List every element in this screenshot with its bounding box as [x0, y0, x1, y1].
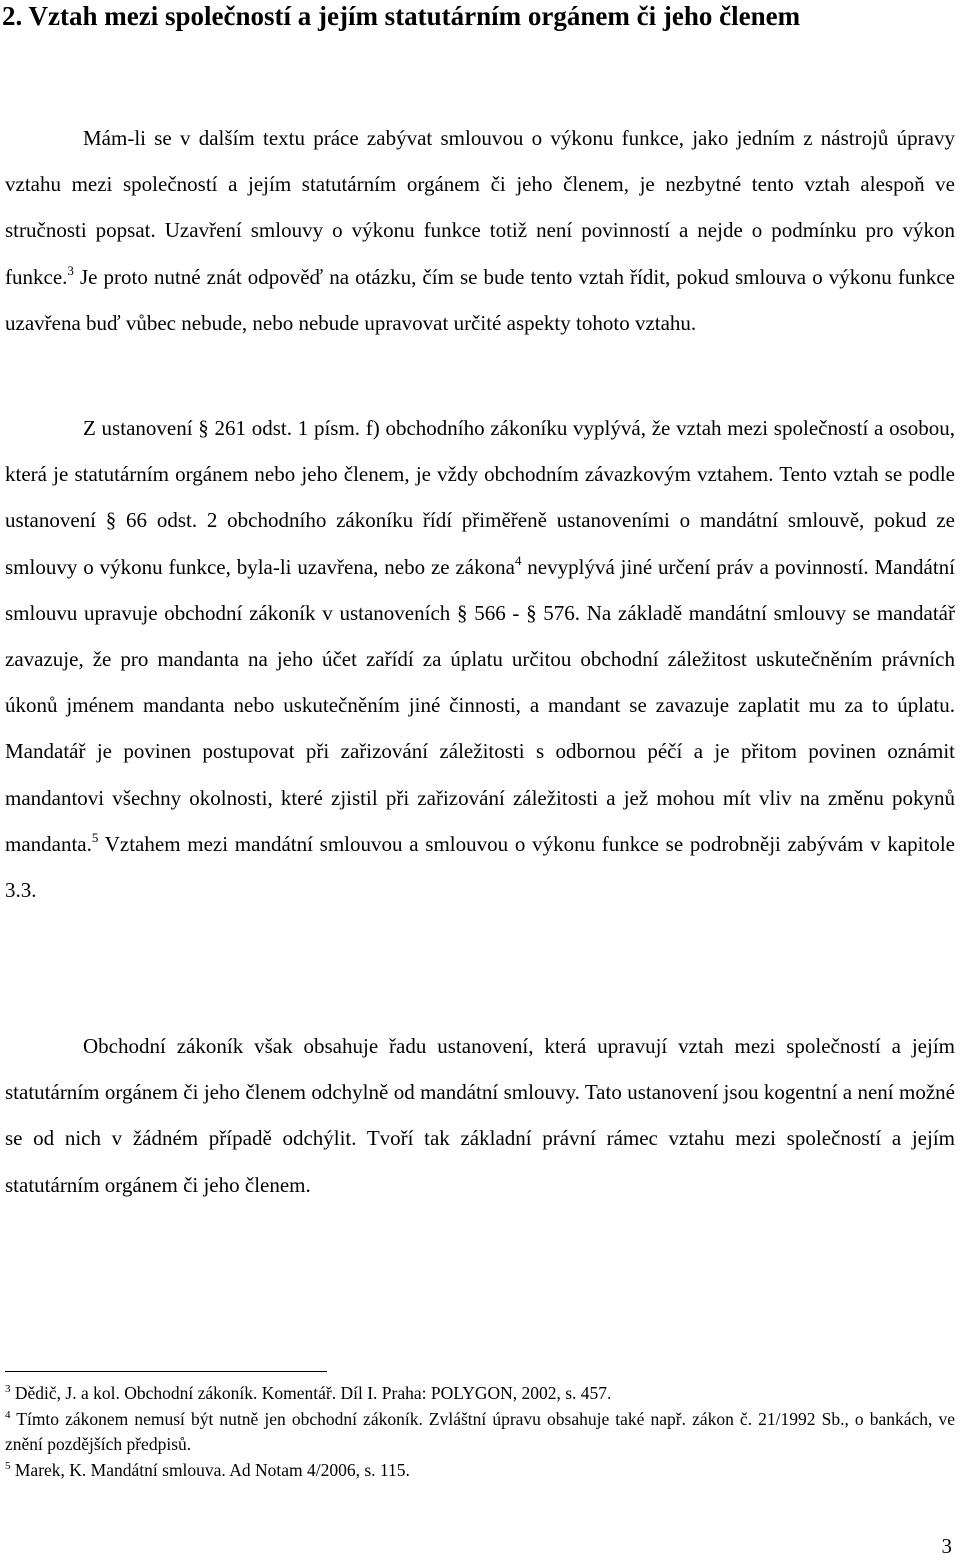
- paragraph-2-text-b: nevyplývá jiné určení práv a povinností. Mandátní smlouvu upravuje obchodní zákoník v ustanoveních § 566 - § 576. Na základě mandátní smlouvy se mandatář zavazuje, že pro mandanta na jeho účet zařídí za úplatu určitou obchodní záležitost uskutečněním právních úkonů jménem mandanta nebo uskutečněním jiné činnosti, a mandant se zavazuje zaplatit mu za to úplatu. Mandatář je povinen postupovat při zařizování záležitosti s odbornou péčí a je přitom povinen oznámit mandantovi všechny okolnosti, které zjistil při zařizování záležitosti a jež mohou mít vliv na změnu pokynů mandanta.: [5, 554, 955, 856]
- footnote-3: [5, 1381, 955, 1407]
- footnote-text: Marek, K. Mandátní smlouva. Ad Notam 4/2006, s. 115.: [10, 1459, 410, 1480]
- footnote-number: 4: [5, 1408, 11, 1421]
- footnote-text: Dědič, J. a kol. Obchodní zákoník. Komentář. Díl I. Praha: POLYGON, 2002, s. 457.: [10, 1383, 612, 1403]
- paragraph-3: [5, 1023, 955, 1208]
- paragraph-1-text-b: Je proto nutné znát odpověď na otázku, čím se bude tento vztah řídit, pokud smlouva o výkonu funkce uzavřena buď vůbec nebude, nebo nebude upravovat určité aspekty tohoto vztahu.: [5, 264, 955, 335]
- footnote-4: [5, 1407, 955, 1458]
- chapter-title: 2. Vztah mezi společností a jejím statutárním orgánem či jeho členem: [2, 1, 801, 31]
- paragraph-2: [5, 405, 955, 913]
- footnote-ref-4: 4: [514, 552, 522, 568]
- paragraph-2-text-c: Vztahem mezi mandátní smlouvou a smlouvou o výkonu funkce se podrobněji zabývám v kapitole 3.3.: [5, 831, 955, 903]
- footnote-ref-3: 3: [67, 262, 74, 278]
- footnote-number: 3: [5, 1383, 11, 1395]
- footnote-number: 5: [5, 1459, 11, 1472]
- page-number: 3: [941, 1534, 952, 1558]
- footnotes: [5, 1381, 955, 1483]
- paragraph-1-text-a: Mám-li se v dalším textu práce zabývat smlouvou o výkonu funkce, jako jedním z nástrojů úpravy vztahu mezi společností a jejím statutárním orgánem či jeho členem, je nezbytné tento vztah alespoň ve stručnosti popsat. Uzavření smlouvy o výkonu funkce totiž není povinností a nejde o podmínku pro výkon funkce.: [5, 126, 955, 289]
- footnote-5: [5, 1458, 955, 1484]
- footnote-text: Tímto zákonem nemusí být nutně jen obchodní zákoník. Zvláštní úpravu obsahuje také např. zákon č. 21/1992 Sb., o bankách, ve znění pozdějších předpisů.: [5, 1408, 955, 1454]
- paragraph-2-text: [5, 405, 955, 913]
- paragraph-1-text: [5, 115, 955, 346]
- paragraph-1: [5, 115, 955, 346]
- paragraph-2-text-a: Z ustanovení § 261 odst. 1 písm. f) obchodního zákoníku vyplývá, že vztah mezi společností a osobou, která je statutárním orgánem nebo jeho členem, je vždy obchodním závazkovým vztahem. Tento vztah se podle ustanovení § 66 odst. 2 obchodního zákoníku řídí přiměřeně ustanoveními o mandátní smlouvě, pokud ze smlouvy o výkonu funkce, byla-li uzavřena, nebo ze zákona: [5, 416, 955, 579]
- footnote-ref-5: 5: [91, 829, 99, 845]
- paragraph-3-text: Obchodní zákoník však obsahuje řadu ustanovení, která upravují vztah mezi společností a jejím statutárním orgánem či jeho členem odchylně od mandátní smlouvy. Tato ustanovení jsou kogentní a není možné se od nich v žádném případě odchýlit. Tvoří tak základní právní rámec vztahu mezi společností a jejím statutárním orgánem či jeho členem.: [5, 1034, 955, 1197]
- footnote-separator: [5, 1371, 327, 1372]
